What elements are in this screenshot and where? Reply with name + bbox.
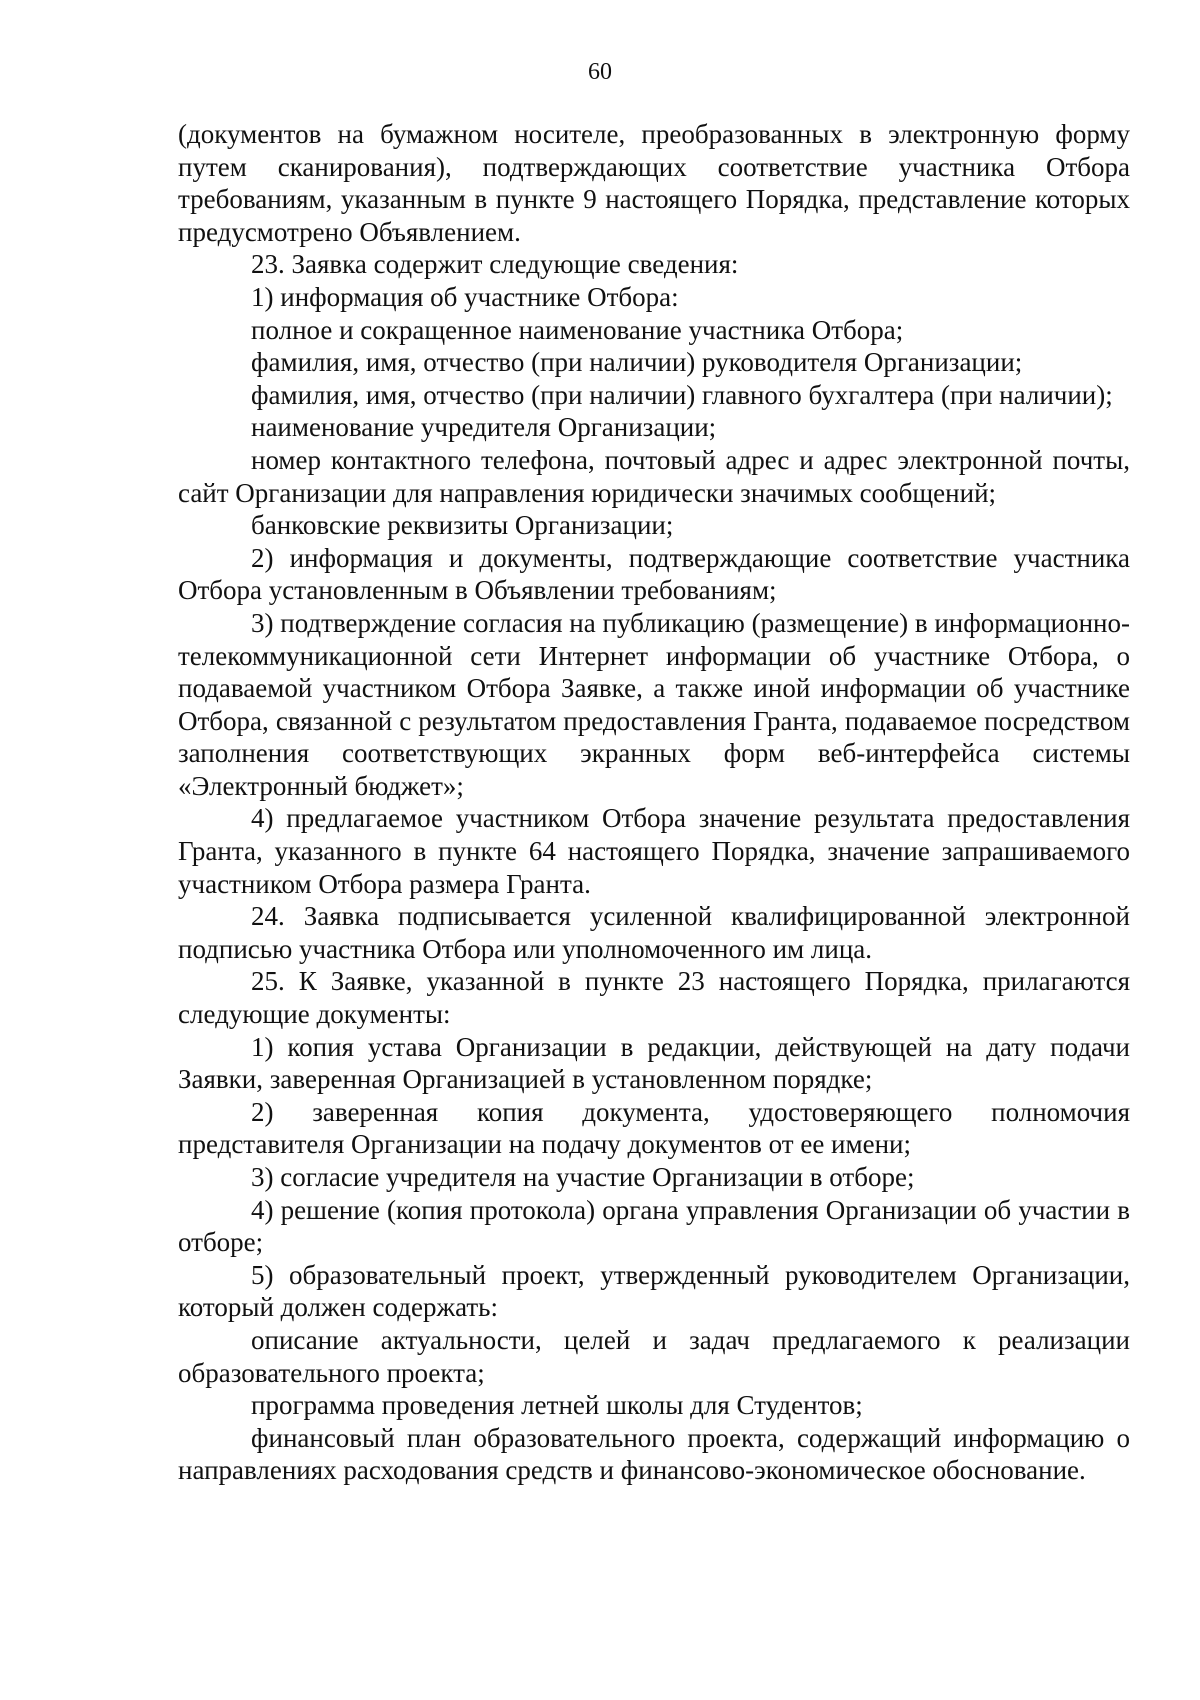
paragraph-doc-3: 3) согласие учредителя на участие Организации в отборе; (251, 1162, 915, 1192)
paragraph-doc-2: 2) заверенная копия документа, удостоверяющего полномочия представителя Организации на подачу документов от ее имени; (178, 1096, 1130, 1160)
paragraph-item-24: 24. Заявка подписывается усиленной квалифицированной электронной подписью участника Отбора или уполномоченного им лица. (178, 901, 1130, 964)
paragraph-financial-plan: финансовый план образовательного проекта, содержащий информацию о направлениях расходования средств и финансово-экономическое обоснование. (178, 1422, 1130, 1486)
paragraph-subitem-3: 3) подтверждение согласия на публикацию (размещение) в информационно-телекоммуникационной сети Интернет информации об участнике Отбора, о подаваемой участником Отбора Заявке, а также иной информации об участнике Отбора, связанной с результатом предоставления Гранта, подаваемое посредством заполнения соответствующих экранных форм веб-интерфейса системы «Электронный бюджет»; (178, 607, 1130, 801)
paragraph-contacts: номер контактного телефона, почтовый адрес и адрес электронной почты, сайт Организации для направления юридически значимых сообщений; (178, 444, 1130, 508)
paragraph-subitem-2: 2) информация и документы, подтверждающие соответствие участника Отбора установленным в Объявлении требованиям; (178, 542, 1130, 606)
paragraph-item-23: 23. Заявка содержит следующие сведения: (251, 249, 739, 280)
paragraph-relevance: описание актуальности, целей и задач предлагаемого к реализации образовательного проекта; (178, 1324, 1130, 1388)
paragraph-doc-4: 4) решение (копия протокола) органа управления Организации об участии в отборе; (178, 1194, 1130, 1258)
paragraph-subitem-4: 4) предлагаемое участником Отбора значение результата предоставления Гранта, указанного в пункте 64 настоящего Порядка, значение запрашиваемого участником Отбора размера Гранта. (178, 803, 1130, 899)
paragraph-head-name: фамилия, имя, отчество (при наличии) руководителя Организации; (251, 347, 1023, 378)
paragraph-accountant-name: фамилия, имя, отчество (при наличии) главного бухгалтера (при наличии); (251, 379, 1113, 410)
document-body (178, 118, 1130, 1487)
paragraph-continuation: (документов на бумажном носителе, преобразованных в электронную форму путем сканирования), подтверждающих соответствие участника Отбора требованиям, указанным в пункте 9 настоящего Порядка, представление которых предусмотрено Объявлением. (178, 119, 1130, 247)
paragraph-program: программа проведения летней школы для Студентов; (251, 1390, 863, 1421)
paragraph-full-name: полное и сокращенное наименование участника Отбора; (251, 314, 904, 345)
paragraph-founder-name: наименование учредителя Организации; (251, 412, 717, 443)
paragraph-doc-5: 5) образовательный проект, утвержденный руководителем Организации, который должен содержать: (178, 1259, 1130, 1323)
page-number: 60 (588, 59, 612, 85)
paragraph-item-25: 25. К Заявке, указанной в пункте 23 настоящего Порядка, прилагаются следующие документы: (178, 966, 1130, 1030)
paragraph-subitem-1: 1) информация об участнике Отбора: (251, 281, 679, 312)
paragraph-doc-1: 1) копия устава Организации в редакции, действующей на дату подачи Заявки, заверенная Организацией в установленном порядке; (178, 1031, 1130, 1095)
paragraph-bank-details: банковские реквизиты Организации; (251, 510, 674, 541)
